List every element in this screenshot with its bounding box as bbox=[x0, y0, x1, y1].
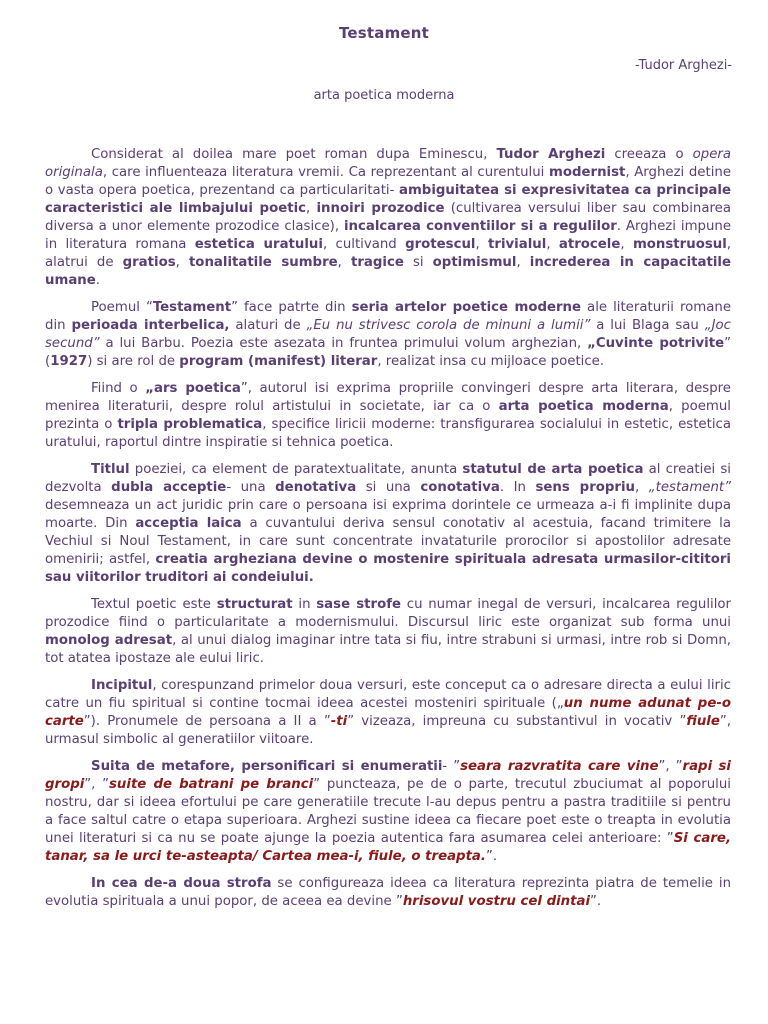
text-run: ” vizeaza, impreuna cu substantivul in vocativ ” bbox=[347, 714, 687, 729]
text-run: ale literaturii romane din bbox=[45, 300, 732, 333]
bold-run: incalcarea conventiilor si a regulilor bbox=[343, 219, 617, 234]
text-run: , al unui dialog imaginar intre tata si fiu, intre strabuni si urmasi, intre rob si Domn, tot atatea ipostaze ale eului liric. bbox=[45, 633, 731, 666]
text-run: al creatiei si dezvolta bbox=[45, 462, 731, 495]
bold-run: tonalitatile sumbre bbox=[188, 255, 338, 270]
text-run: ) si are rol de bbox=[87, 354, 180, 369]
text-run: a lui Blaga sau bbox=[590, 318, 705, 333]
text-run: . bbox=[95, 273, 101, 288]
text-run: a cuvantului deriva sensul conotativ al acestuia, facand trimitere la Vechiul si Noul Testament, in care sunt concentrate invataturile prorocilor si apostolilor adresate omenirii; astfel, bbox=[45, 516, 732, 567]
bold-run: innoiri prozodice bbox=[316, 201, 445, 216]
text-run: se configureaza ideea ca literatura reprezinta piatra de temelie in evolutia spirituala a unui popor, de aceea ea devine ” bbox=[45, 876, 731, 909]
bold-run: perioada interbelica, bbox=[71, 318, 230, 333]
text-run: si una bbox=[356, 480, 421, 495]
text-run: Fiind o bbox=[91, 381, 146, 396]
text-run: , corespunzand primelor doua versuri, este conceput ca o adresare directa a eului liric catre un fiu spiritual si contine tocmai ideea acestei mosteniri spirituale („ bbox=[45, 678, 731, 711]
bold-run: program (manifest) literar bbox=[179, 354, 378, 369]
paragraph bbox=[45, 146, 731, 290]
bold-run: „Cuvinte potrivite bbox=[587, 336, 725, 351]
paragraph bbox=[45, 596, 731, 668]
text-run: in bbox=[292, 597, 317, 612]
bold-run: increderea in capacitatile umane bbox=[45, 255, 731, 288]
bold-run: monolog adresat bbox=[45, 633, 173, 648]
quote-run: seara razvratita care vine bbox=[460, 759, 659, 774]
text-run: , bbox=[475, 237, 489, 252]
paragraph bbox=[45, 461, 731, 587]
text-run: , bbox=[175, 255, 189, 270]
text-run: a lui Barbu. Poezia este asezata in fruntea primului volum arghezian, bbox=[99, 336, 588, 351]
bold-run: statutul de arta poetica bbox=[462, 462, 644, 477]
bold-run: tripla problematica bbox=[117, 417, 263, 432]
author-line: -Tudor Arghezi- bbox=[634, 58, 732, 73]
paragraph bbox=[45, 299, 731, 371]
text-run: ”. bbox=[590, 894, 602, 909]
text-run: , care influenteaza literatura vremii. Ca reprezentant al curentului bbox=[102, 165, 549, 180]
bold-run: structurat bbox=[216, 597, 293, 612]
italic-run: „testament” bbox=[648, 480, 731, 495]
document-title: Testament bbox=[338, 24, 430, 42]
text-run: , bbox=[620, 237, 633, 252]
text-run: ”, autorul isi exprima propriile convingeri despre arta literara, despre menirea literaturii, despre rolul artistului in societate, iar ca o bbox=[45, 381, 731, 414]
text-run: , Arghezi detine o vasta opera poetica, prezentand ca particularitati- bbox=[45, 165, 731, 198]
bold-run: ambiguitatea si expresivitatea ca principale caracteristici ale limbajului poetic bbox=[45, 183, 731, 216]
text-run: ”, ” bbox=[84, 777, 110, 792]
bold-run: trivialul bbox=[488, 237, 547, 252]
paragraph bbox=[45, 875, 731, 911]
text-run: ”. bbox=[485, 849, 498, 864]
text-run: ”, ” bbox=[658, 759, 683, 774]
text-run: creeaza o bbox=[605, 147, 693, 162]
quote-run: un nume adunat pe-o carte bbox=[45, 696, 732, 729]
bold-run: „ars poetica bbox=[145, 381, 241, 396]
text-run: alaturi de bbox=[229, 318, 307, 333]
bold-run: monstruosul bbox=[632, 237, 727, 252]
italic-run: „Eu nu strivesc corola de minuni a lumii” bbox=[306, 318, 591, 333]
paragraph bbox=[45, 758, 731, 866]
text-run: . In bbox=[499, 480, 536, 495]
bold-run: estetica uratului bbox=[194, 237, 323, 252]
bold-run: grotescul bbox=[405, 237, 476, 252]
text-run: ” face patrte din bbox=[231, 300, 352, 315]
text-run: , specifice liricii moderne: transfigurarea socialului in estetic, estetica uratului, raportul dintre inspiratie si tehnica poetica. bbox=[45, 417, 731, 450]
text-run: (cultivarea versului liber sau combinarea diversa a unor elemente prozodice clasice), bbox=[45, 201, 731, 234]
document-subtitle: arta poetica moderna bbox=[313, 88, 455, 103]
bold-run: sens propriu bbox=[535, 480, 635, 495]
bold-run: sase strofe bbox=[316, 597, 402, 612]
bold-run: In cea de-a doua strofa bbox=[91, 876, 272, 891]
paragraph bbox=[45, 677, 731, 749]
bold-run: Testament bbox=[152, 300, 232, 315]
bold-run: dubla acceptie bbox=[111, 480, 227, 495]
bold-run: conotativa bbox=[420, 480, 500, 495]
text-run: , bbox=[635, 480, 649, 495]
text-run: cu numar inegal de versuri, incalcarea regulilor prozodice fiind o particularitate a modernismului. Discursul liric este organizat sub forma unui bbox=[45, 597, 732, 630]
bold-run: 1927 bbox=[50, 354, 88, 369]
italic-run: „Joc secund” bbox=[45, 318, 731, 351]
text-run: ”, urmasul simbolic al generatiilor viitoare. bbox=[45, 714, 731, 747]
bold-run: Suita de metafore, personificari si enumeratii bbox=[91, 759, 443, 774]
bold-run: Titlul bbox=[91, 462, 130, 477]
text-run: , alatrui de bbox=[45, 237, 731, 270]
text-run: - una bbox=[226, 480, 276, 495]
bold-run: atrocele bbox=[558, 237, 621, 252]
text-run: ” ( bbox=[45, 336, 731, 369]
text-run: , bbox=[337, 255, 351, 270]
quote-run: fiule bbox=[686, 714, 720, 729]
bold-run: tragice bbox=[350, 255, 404, 270]
bold-run: optimismul bbox=[432, 255, 517, 270]
bold-run: arta poetica moderna bbox=[498, 399, 669, 414]
text-run: Poemul “ bbox=[91, 300, 153, 315]
paragraph bbox=[45, 380, 731, 452]
bold-run: Tudor Arghezi bbox=[496, 147, 606, 162]
document-body bbox=[45, 146, 731, 920]
text-run: , poemul prezinta o bbox=[45, 399, 731, 432]
text-run: , realizat insa cu mijloace poetice. bbox=[377, 354, 605, 369]
bold-run: Incipitul bbox=[91, 678, 153, 693]
text-run: ” puncteaza, pe de o parte, trecutul zbuciumat al poporului nostru, dar si ideea efortului pe care generatiile trecute l-au depus pentru a pastra traditiile si pentru a face saltul catre o etapa superioara. Arghezi sustine ideea ca fiecare poet este o treapta in evolutia unei literaturi si ca nu se poate ajunge la poezia autentica fara asumarea celei anterioare: ” bbox=[45, 777, 731, 846]
bold-run: acceptia laica bbox=[135, 516, 242, 531]
text-run: ”). Pronumele de persoana a II a ” bbox=[83, 714, 331, 729]
text-run: desemneaza un act juridic prin care o persoana isi exprima dorintele ce urmeaza a-i fi implinite dupa moarte. Din bbox=[45, 498, 731, 531]
bold-run: modernist bbox=[548, 165, 626, 180]
bold-run: gratios bbox=[122, 255, 176, 270]
bold-run: creatia argheziana devine o mostenire spirituala adresata urmasilor-cititori sau viitorilor truditori ai condeiului. bbox=[45, 552, 731, 585]
text-run: , bbox=[516, 255, 530, 270]
italic-run: opera originala bbox=[45, 147, 731, 180]
text-run: poeziei, ca element de paratextualitate, anunta bbox=[129, 462, 463, 477]
text-run: Textul poetic este bbox=[91, 597, 217, 612]
quote-run: rapi si gropi bbox=[45, 759, 731, 792]
quote-run: -ti bbox=[330, 714, 348, 729]
bold-run: denotativa bbox=[275, 480, 357, 495]
text-run: si bbox=[403, 255, 433, 270]
quote-run: hrisovul vostru cel dintai bbox=[402, 894, 591, 909]
text-run: , bbox=[546, 237, 559, 252]
quote-run: suite de batrani pe branci bbox=[109, 777, 314, 792]
quote-run: Si care, tanar, sa le urci te-asteapta/ Cartea mea-i, fiule, o treapta. bbox=[45, 831, 731, 864]
text-run: . Arghezi impune in literatura romana bbox=[45, 219, 731, 252]
bold-run: seria artelor poetice moderne bbox=[351, 300, 582, 315]
text-run: - ” bbox=[442, 759, 461, 774]
text-run: , cultivand bbox=[322, 237, 406, 252]
text-run: Considerat al doilea mare poet roman dupa Eminescu, bbox=[91, 147, 497, 162]
text-run: , bbox=[306, 201, 317, 216]
